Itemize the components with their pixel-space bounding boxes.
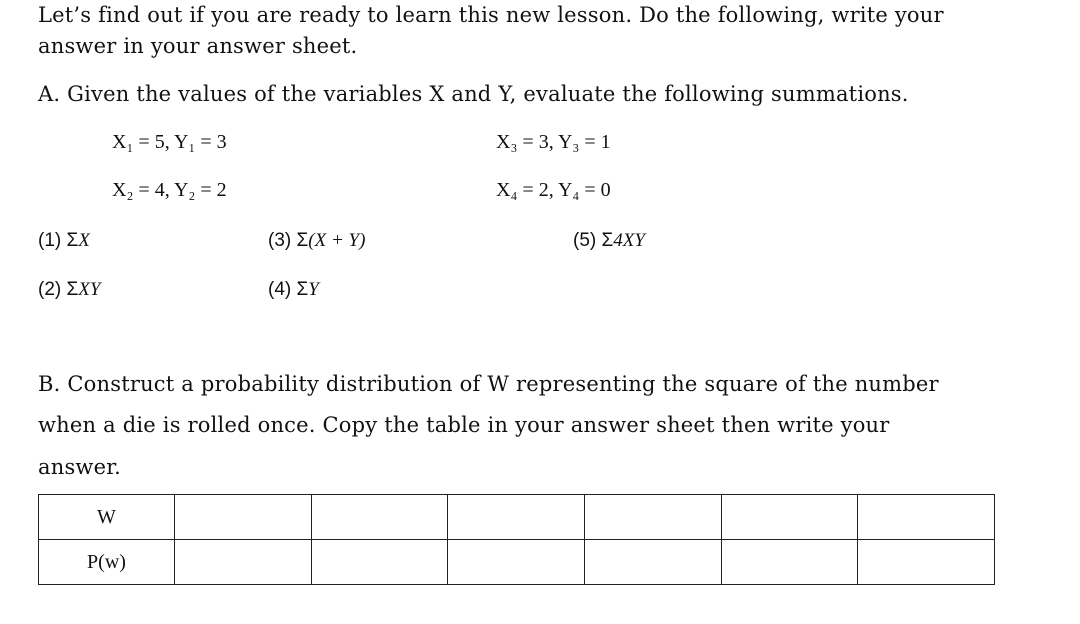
part-b-line-3: answer. — [38, 455, 122, 479]
table-cell — [721, 495, 858, 540]
summation-item-3 — [268, 230, 365, 252]
table-cell — [448, 495, 585, 540]
sigma-symbol: Σ — [296, 230, 309, 251]
probability-table — [38, 494, 995, 585]
summation-item-1 — [38, 230, 90, 252]
table-row-pw — [39, 540, 995, 585]
sigma-symbol: Σ — [296, 279, 309, 300]
table-cell — [448, 540, 585, 585]
table-cell — [175, 495, 312, 540]
item-number: (1) — [38, 230, 62, 251]
sigma-symbol: Σ — [66, 279, 79, 300]
item-number: (5) — [573, 230, 597, 251]
table-cell — [175, 540, 312, 585]
summation-item-2 — [38, 279, 100, 301]
part-b-line-1: B. Construct a probability distribution of W representing the square of the number — [38, 372, 939, 396]
value-x2-y2: X₂ = 4, Y₂ = 2 — [112, 179, 227, 201]
part-b-line-2: when a die is rolled once. Copy the table in your answer sheet then write your — [38, 413, 890, 437]
summation-item-5 — [573, 230, 645, 252]
table-row-w — [39, 495, 995, 540]
table-cell — [858, 495, 995, 540]
summation-item-4 — [268, 279, 319, 301]
table-cell — [721, 540, 858, 585]
value-x1-y1: X₁ = 5, Y₁ = 3 — [112, 131, 227, 153]
item-number: (4) — [268, 279, 292, 300]
value-x3-y3: X₃ = 3, Y₃ = 1 — [496, 131, 611, 153]
row-header-w: W — [39, 495, 175, 540]
item-expression: Y — [308, 279, 319, 300]
item-expression: X — [78, 230, 90, 251]
table-cell — [584, 540, 721, 585]
item-expression: XY — [78, 279, 101, 300]
item-expression: (X + Y) — [308, 230, 366, 251]
table-cell — [858, 540, 995, 585]
value-x4-y4: X₄ = 2, Y₄ = 0 — [496, 179, 611, 201]
table-cell — [584, 495, 721, 540]
item-number: (2) — [38, 279, 62, 300]
table-cell — [311, 495, 448, 540]
sigma-symbol: Σ — [601, 230, 614, 251]
item-number: (3) — [268, 230, 292, 251]
sigma-symbol: Σ — [66, 230, 79, 251]
intro-line-1: Let’s find out if you are ready to learn this new lesson. Do the following, write your — [38, 3, 944, 27]
item-expression: 4XY — [613, 230, 645, 251]
part-a-heading: A. Given the values of the variables X and Y, evaluate the following summations. — [38, 82, 909, 106]
intro-line-2: answer in your answer sheet. — [38, 34, 358, 58]
row-header-pw: P(w) — [39, 540, 175, 585]
table-cell — [311, 540, 448, 585]
